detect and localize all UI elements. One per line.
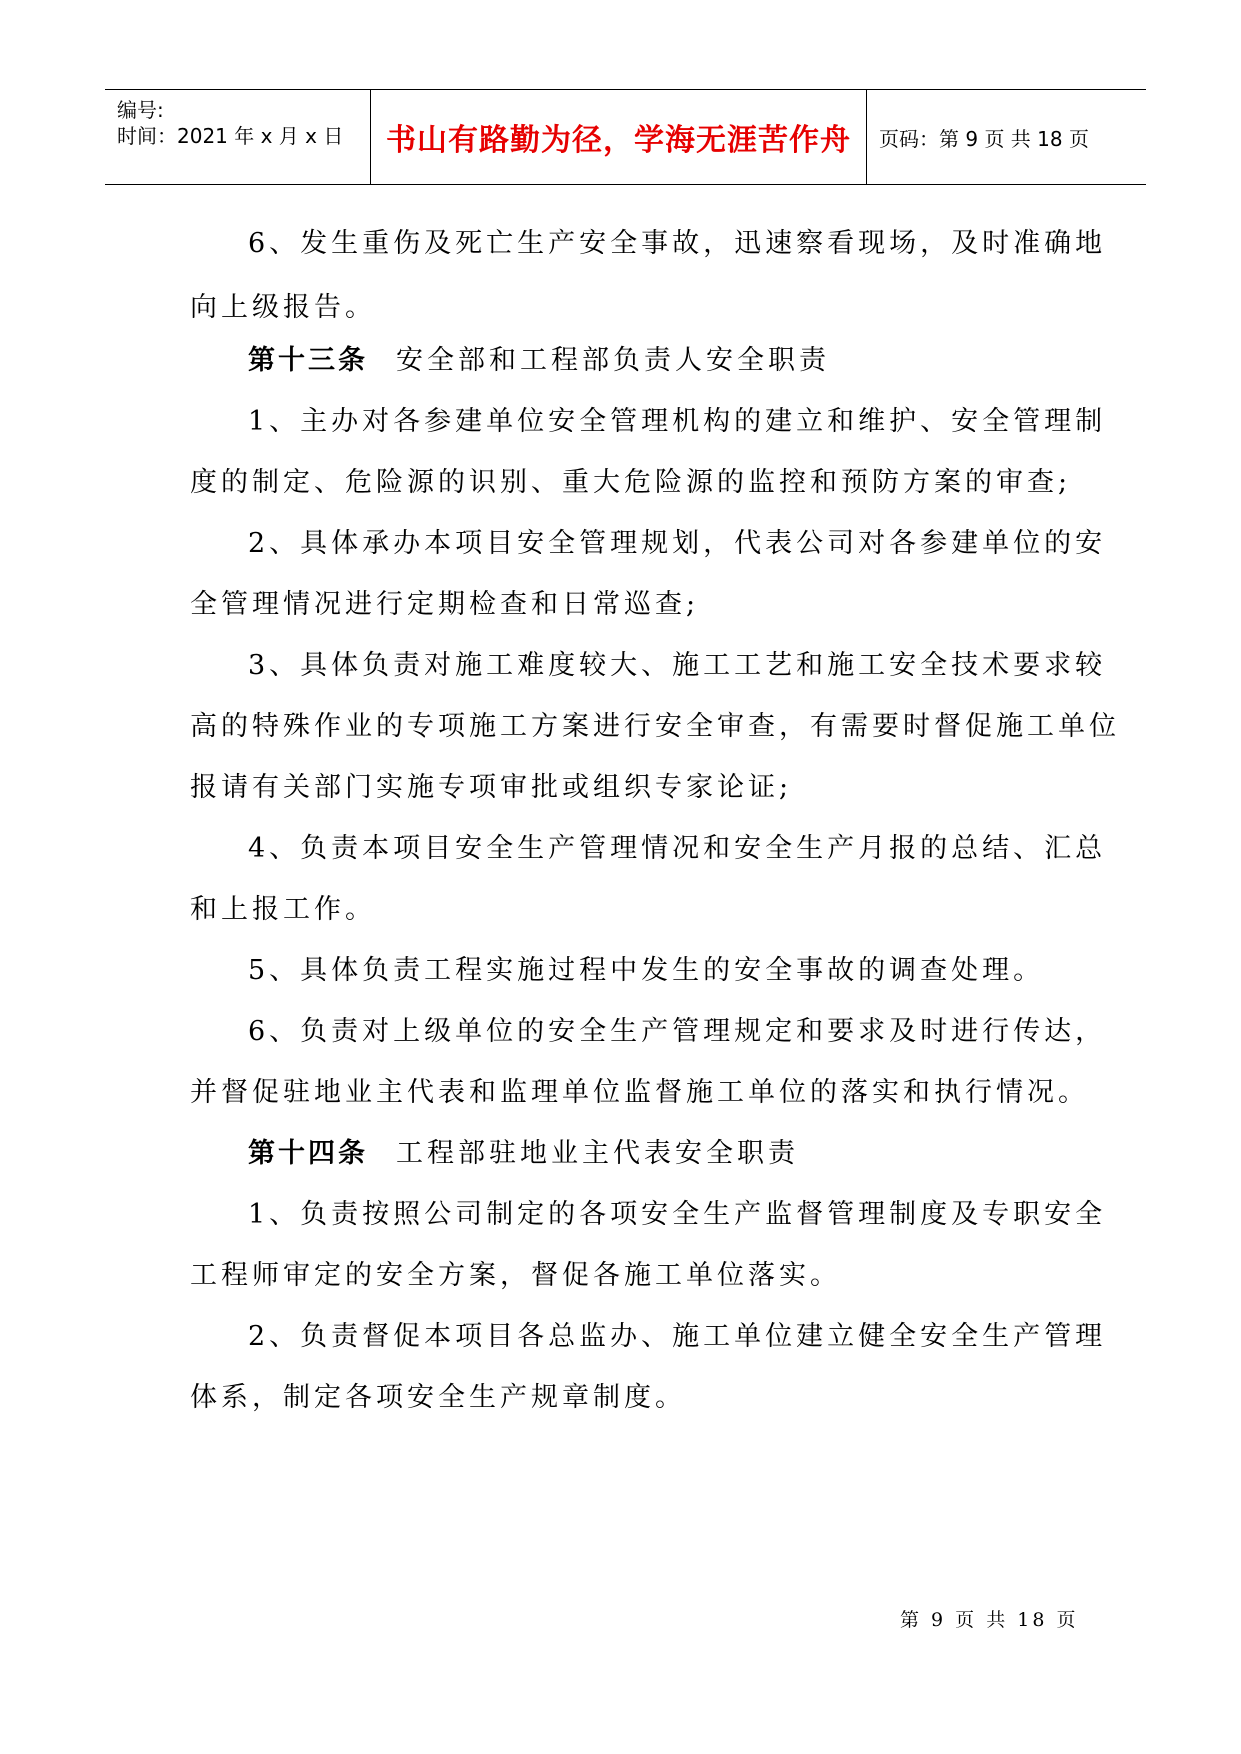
body-line: 5、具体负责工程实施过程中发生的安全事故的调查处理。: [248, 955, 1045, 986]
article-title: 工程部驻地业主代表安全职责: [396, 1138, 799, 1169]
body-line: 4、负责本项目安全生产管理情况和安全生产月报的总结、汇总: [248, 833, 1107, 864]
article-title: 安全部和工程部负责人安全职责: [396, 345, 830, 376]
header-page-cell: [867, 90, 1146, 184]
body-line: 和上报工作。: [190, 894, 376, 925]
header-motto: 书山有路勤为径，学海无涯苦作舟: [386, 123, 851, 158]
body-line: 工程师审定的安全方案，督促各施工单位落实。: [190, 1260, 841, 1291]
header-page-info: 页码：第 9 页 共 18 页: [879, 126, 1089, 151]
body-line: 报请有关部门实施专项审批或组织专家论证;: [190, 772, 793, 803]
body-line: 1、主办对各参建单位安全管理机构的建立和维护、安全管理制: [248, 406, 1107, 437]
article-heading: [248, 338, 830, 377]
body-line: 向上级报告。: [190, 292, 376, 323]
document-number-label: 编号:: [117, 98, 164, 122]
body-line: 3、具体负责对施工难度较大、施工工艺和施工安全技术要求较: [248, 650, 1107, 681]
body-line: 6、发生重伤及死亡生产安全事故，迅速察看现场，及时准确地: [248, 228, 1107, 259]
body-line: 并督促驻地业主代表和监理单位监督施工单位的落实和执行情况。: [190, 1077, 1089, 1108]
article-number: 第十四条: [248, 1138, 368, 1169]
header-left-cell: [105, 90, 370, 184]
page-header: [105, 89, 1146, 185]
document-time-label: 时间：2021 年 x 月 x 日: [117, 124, 344, 148]
body-line: 高的特殊作业的专项施工方案进行安全审查，有需要时督促施工单位: [190, 711, 1120, 742]
article-heading: [248, 1131, 799, 1170]
header-motto-cell: [370, 90, 867, 184]
article-number: 第十三条: [248, 345, 368, 376]
body-line: 2、具体承办本项目安全管理规划，代表公司对各参建单位的安: [248, 528, 1107, 559]
body-line: 2、负责督促本项目各总监办、施工单位建立健全安全生产管理: [248, 1321, 1107, 1352]
body-line: 1、负责按照公司制定的各项安全生产监督管理制度及专职安全: [248, 1199, 1107, 1230]
body-line: 全管理情况进行定期检查和日常巡查;: [190, 589, 700, 620]
body-line: 度的制定、危险源的识别、重大危险源的监控和预防方案的审查;: [190, 467, 1072, 498]
page-footer: 第 9 页 共 18 页: [900, 1609, 1079, 1631]
body-line: 体系，制定各项安全生产规章制度。: [190, 1382, 686, 1413]
body-line: 6、负责对上级单位的安全生产管理规定和要求及时进行传达，: [248, 1016, 1107, 1047]
